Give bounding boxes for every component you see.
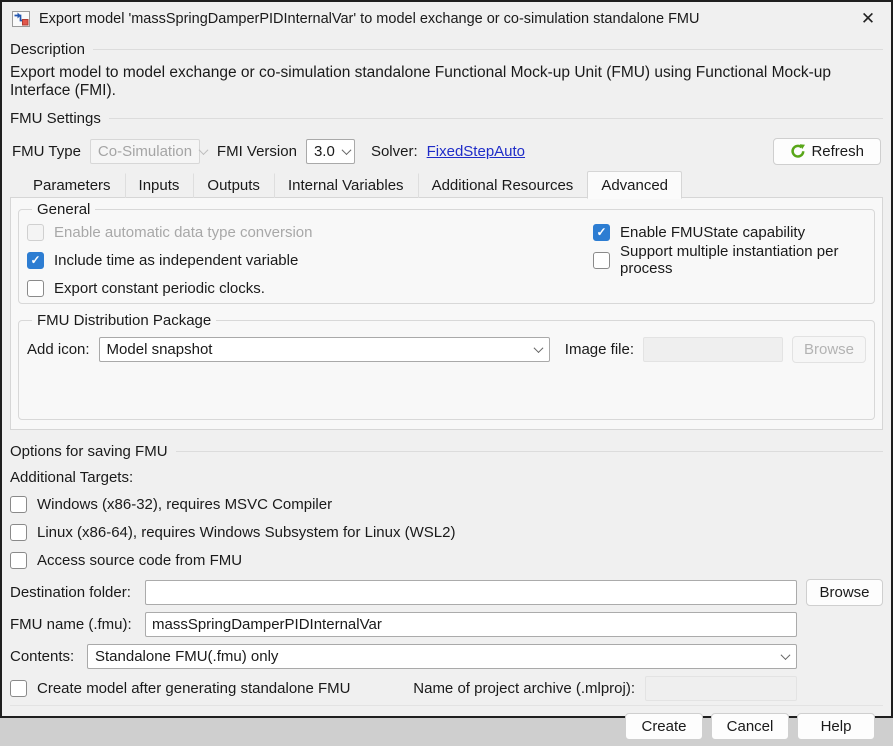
checkbox-row-multi-instantiation [593, 243, 866, 277]
tab-internal-variables[interactable]: Internal Variables [274, 173, 418, 198]
source-code-label: Access source code from FMU [37, 551, 243, 569]
checkbox-row-fmustate [593, 218, 866, 246]
windows-target-checkbox[interactable] [10, 496, 27, 513]
description-section-header [10, 37, 883, 61]
fmu-type-value: Co-Simulation [97, 142, 193, 160]
solver-label: Solver: [370, 142, 418, 160]
fmustate-checkbox[interactable] [593, 224, 610, 241]
fmi-version-value: 3.0 [313, 142, 335, 160]
title-bar [2, 2, 891, 35]
image-file-label: Image file: [564, 340, 634, 358]
refresh-icon [790, 143, 806, 159]
refresh-label: Refresh [811, 142, 864, 160]
fmu-name-input[interactable] [145, 612, 797, 637]
fmu-name-label: FMU name (.fmu): [10, 615, 132, 633]
general-columns [27, 218, 866, 302]
contents-select[interactable] [87, 644, 797, 669]
tab-inputs[interactable]: Inputs [125, 173, 194, 198]
simulink-export-icon [12, 11, 30, 27]
source-code-checkbox[interactable] [10, 552, 27, 569]
additional-targets-label: Additional Targets: [10, 468, 134, 486]
divider [93, 49, 883, 50]
cancel-button[interactable] [711, 713, 789, 740]
general-heading: General [37, 201, 91, 218]
saving-heading: Options for saving FMU [10, 442, 168, 460]
project-archive-input [645, 676, 797, 701]
fmi-version-label: FMI Version [216, 142, 297, 160]
fmu-settings-section-header [10, 106, 883, 130]
advanced-tab-panel [10, 197, 883, 430]
fmi-version-select[interactable] [306, 139, 355, 164]
fmu-settings-row [12, 137, 881, 165]
destination-folder-input[interactable] [145, 580, 797, 605]
checkbox-row-auto-data-type [27, 218, 593, 246]
close-icon[interactable]: ✕ [860, 8, 876, 28]
linux-target-checkbox[interactable] [10, 524, 27, 541]
general-left-column [27, 218, 593, 302]
tab-outputs[interactable]: Outputs [193, 173, 274, 198]
include-time-checkbox[interactable] [27, 252, 44, 269]
general-group [18, 201, 875, 304]
tab-advanced[interactable]: Advanced [587, 171, 682, 199]
image-file-browse-button [792, 336, 866, 363]
periodic-clocks-checkbox[interactable] [27, 280, 44, 297]
general-right-column [593, 218, 866, 302]
divider [109, 118, 883, 119]
include-time-label: Include time as independent variable [54, 251, 299, 269]
tab-parameters[interactable]: Parameters [33, 177, 111, 194]
help-label: Help [820, 717, 852, 735]
destination-browse-button[interactable] [806, 579, 883, 606]
tab-bar [10, 171, 883, 198]
project-archive-label: Name of project archive (.mlproj): [413, 680, 635, 697]
auto-data-type-label: Enable automatic data type conversion [54, 223, 313, 241]
cancel-label: Cancel [726, 717, 774, 735]
browse-label: Browse [803, 340, 855, 358]
fmu-distribution-group [18, 312, 875, 420]
fmu-name-row [10, 608, 883, 640]
fmustate-label: Enable FMUState capability [620, 223, 806, 241]
image-file-input [643, 337, 783, 362]
auto-data-type-checkbox [27, 224, 44, 241]
destination-folder-label: Destination folder: [10, 583, 131, 601]
checkbox-row-source-code [10, 546, 883, 574]
footer-button-bar [10, 705, 883, 746]
contents-row [10, 640, 883, 672]
checkbox-row-windows-target [10, 490, 883, 518]
contents-value: Standalone FMU(.fmu) only [95, 647, 279, 665]
fmu-settings-heading: FMU Settings [10, 109, 101, 127]
chevron-down-icon [199, 145, 209, 155]
linux-target-label: Linux (x86-64), requires Windows Subsystem for Linux (WSL2) [37, 523, 456, 541]
windows-target-label: Windows (x86-32), requires MSVC Compiler [37, 495, 333, 513]
add-icon-row [27, 335, 866, 363]
solver-link[interactable]: FixedStepAuto [426, 142, 526, 160]
chevron-down-icon [781, 650, 791, 660]
create-model-label: Create model after generating standalone FMU [37, 680, 351, 697]
destination-folder-row [10, 576, 883, 608]
add-icon-label: Add icon: [27, 340, 90, 358]
dialog-content [2, 35, 891, 746]
checkbox-row-include-time [27, 246, 593, 274]
browse-label: Browse [819, 583, 870, 601]
fmu-distribution-heading: FMU Distribution Package [37, 312, 212, 329]
window-title: Export model 'massSpringDamperPIDInternalVar' to model exchange or co-simulation standalone FMU [39, 10, 700, 27]
create-model-checkbox[interactable] [10, 680, 27, 697]
chevron-down-icon [341, 145, 351, 155]
description-text: Export model to model exchange or co-simulation standalone Functional Mock-up Unit (FMU) using Functional Mock-up Interface (FMI). [10, 64, 832, 99]
fmu-type-select [90, 139, 200, 164]
chevron-down-icon [533, 343, 543, 353]
additional-targets-list [10, 490, 883, 574]
create-label: Create [641, 717, 687, 735]
fmu-type-label: FMU Type [12, 142, 81, 160]
tab-additional-resources[interactable]: Additional Resources [418, 173, 588, 198]
multi-instantiation-label: Support multiple instantiation per process [620, 243, 839, 277]
add-icon-value: Model snapshot [106, 340, 213, 358]
saving-section-header [10, 439, 883, 463]
create-button[interactable] [625, 713, 703, 740]
create-model-row [10, 672, 883, 705]
divider [176, 451, 883, 452]
checkbox-row-periodic-clocks [27, 274, 593, 302]
multi-instantiation-checkbox[interactable] [593, 252, 610, 269]
help-button[interactable] [797, 713, 875, 740]
periodic-clocks-label: Export constant periodic clocks. [54, 279, 265, 297]
add-icon-select[interactable] [99, 337, 550, 362]
checkbox-row-linux-target [10, 518, 883, 546]
description-heading: Description [10, 40, 86, 58]
refresh-button[interactable] [773, 138, 881, 165]
contents-label: Contents: [10, 647, 75, 665]
